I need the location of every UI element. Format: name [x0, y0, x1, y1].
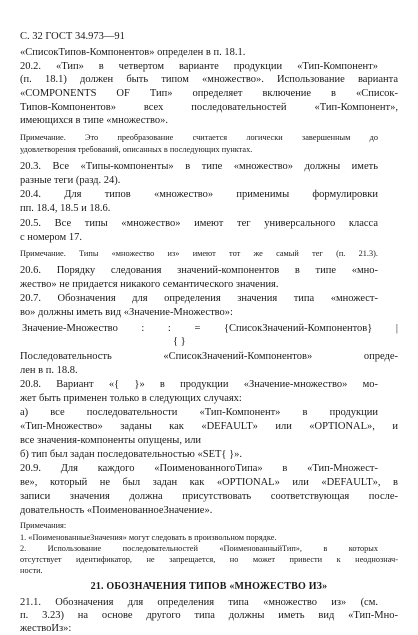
paragraph-line: 20.7. Обозначения для определения значения типа «множест-: [20, 293, 378, 304]
paragraph-line: 20.6. Порядку следования значений-компонентов в типе «мно-: [20, 265, 378, 276]
paragraph-line: довательность «ПоименованноеЗначение».: [20, 505, 213, 516]
list-item: б) тип был задан последовательностью «SET{ }».: [20, 449, 242, 460]
paragraph-line: «Тип-Множество» заданы как «DEFAULT» или «OPTIONAL», и: [20, 421, 398, 432]
production-rule: Значение-Множество : : = {СписокЗначений-Компонентов} |: [22, 323, 398, 334]
page-header: С. 32 ГОСТ 34.973—91: [20, 31, 125, 42]
paragraph-line: все значения-компоненты опущены, или: [20, 435, 202, 446]
note-line: отсутствует идентификатор, не запрещается, но может привести к неоднознач-: [20, 555, 398, 564]
note-line: Примечание. Это преобразование считается логически завершенным до: [20, 133, 378, 142]
paragraph-line: лен в п. 18.8.: [20, 365, 78, 376]
paragraph-line: с номером 17.: [20, 232, 82, 243]
paragraph-line: 21.1. Обозначения для определения типа «множество из» (см.: [20, 597, 378, 608]
paragraph-line: жествоИз»:: [20, 623, 72, 634]
paragraph-line: 20.9. Для каждого «ПоименованногоТипа» в «Тип-Множест-: [20, 463, 378, 474]
production-rule-alt: { }: [173, 336, 186, 347]
paragraph-line: 20.4. Для типов «множество» применимы формулировки: [20, 189, 378, 200]
note-line: 1. «ПоименованныеЗначения» могут следовать в произвольном порядке.: [20, 533, 277, 542]
paragraph-line: 20.8. Вариант «{ }» в продукции «Значение-множество» мо-: [20, 379, 378, 390]
paragraph-line: разные теги (разд. 24).: [20, 175, 121, 186]
paragraph-line: имеющихся в типе «множество».: [20, 115, 169, 126]
list-item: а) все последовательности «Тип-Компонент» в продукции: [20, 407, 378, 418]
paragraph-line: жет быть применен только в следующих случаях:: [20, 393, 242, 404]
paragraph-line: 20.3. Все «Типы-компоненты» в типе «множество» должны иметь: [20, 161, 378, 172]
paragraph-line: 20.5. Все типы «множество» имеют тег универсального класса: [20, 218, 378, 229]
note-line: 2. Использование последовательностей «ПоименованныйТип», в которых: [20, 544, 378, 553]
note-line: Примечание. Типы «множество из» имеют тот же самый тег (п. 21.3).: [20, 249, 378, 258]
paragraph-line: Типов-Компонентов» всех последовательностей «Тип-Компонент»,: [20, 102, 398, 113]
paragraph-line: 20.2. «Тип» в четвертом варианте продукции «Тип-Компонент»: [20, 61, 378, 72]
paragraph-line: ве», который не был задан как «OPTIONAL» или «DEFAULT», в: [20, 477, 398, 488]
paragraph-line: во» должны иметь вид «Значение-Множество»:: [20, 307, 233, 318]
paragraph-line: Последовательность «СписокЗначений-Компонентов» опреде-: [20, 351, 398, 362]
paragraph-line: «COMPONENTS OF Тип» определяет включение в «Список-: [20, 88, 398, 99]
notes-heading: Примечания:: [20, 521, 67, 530]
section-heading: 21. ОБОЗНАЧЕНИЯ ТИПОВ «МНОЖЕСТВО ИЗ»: [90, 581, 328, 592]
note-line: ности.: [20, 566, 43, 575]
paragraph-line: п. 3.23) на основе другого типа должны иметь вид «Тип-Мно-: [20, 610, 398, 621]
paragraph-line: жество» не придается никакого семантического значения.: [20, 279, 279, 290]
paragraph-line: записи значения должна присутствовать соответствующая после-: [20, 491, 398, 502]
paragraph-line: «СписокТипов-Компонентов» определен в п. 18.1.: [20, 47, 246, 58]
paragraph-line: пп. 18.4, 18.5 и 18.6.: [20, 203, 111, 214]
paragraph-line: (п. 18.1) должен быть типом «множество». Использование варианта: [20, 74, 398, 85]
note-line: удовлетворения требований, описанных в последующих пунктах.: [20, 145, 253, 154]
